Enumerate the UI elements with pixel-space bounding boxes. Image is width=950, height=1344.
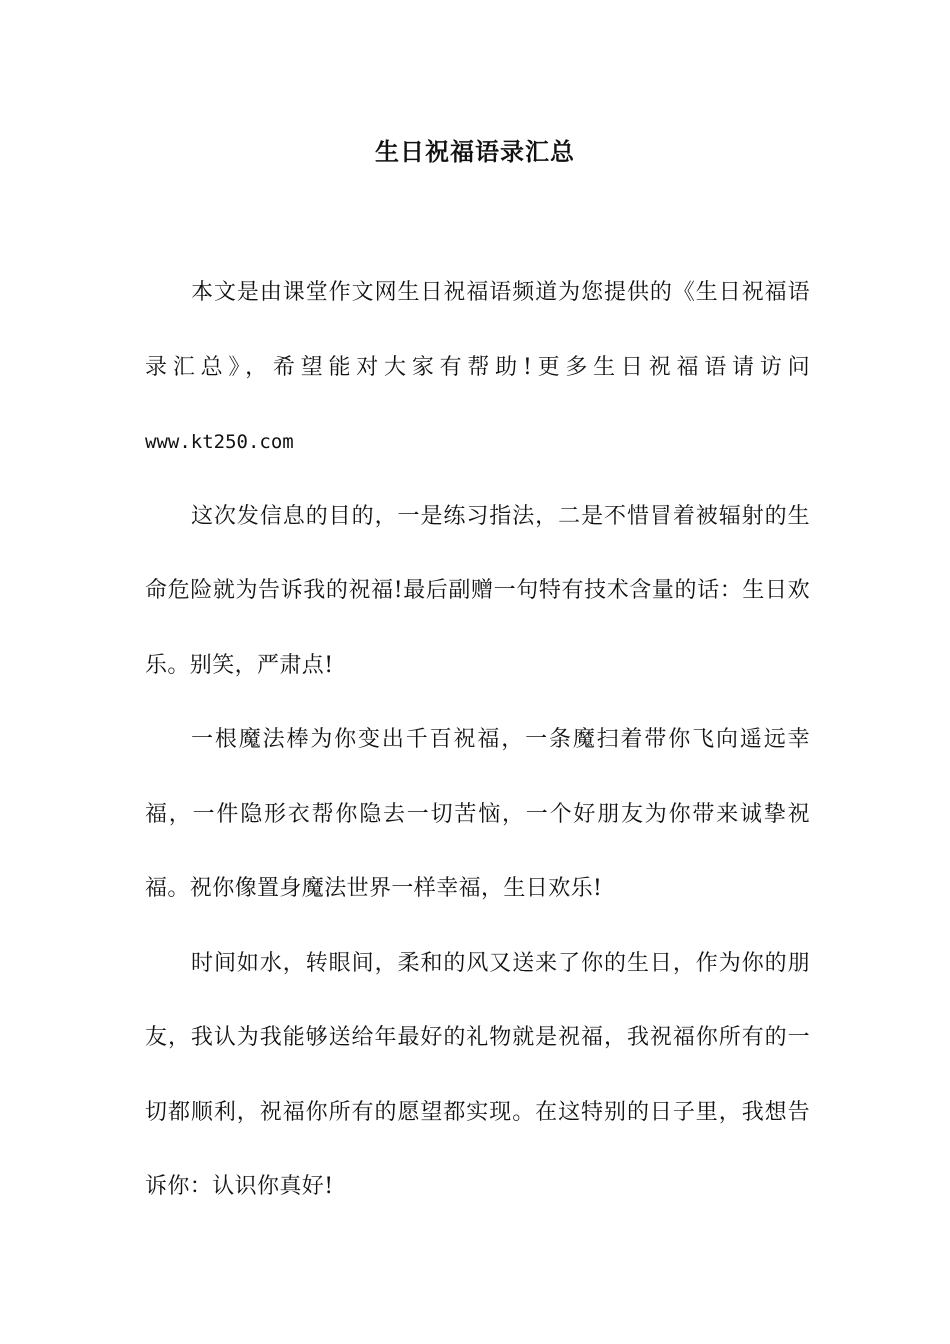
paragraph-3: 时间如水，转眼间，柔和的风又送来了你的生日，作为你的朋友，我认为我能够送给年最好的礼物就是祝福，我祝福你所有的一切都顺利，祝福你所有的愿望都实现。在这特别的日子里，我想告诉你：认识你真好! bbox=[145, 950, 810, 1199]
document-body bbox=[145, 256, 810, 1225]
site-url-link[interactable]: www.kt250.com bbox=[145, 431, 294, 453]
intro-text: 本文是由课堂作文网生日祝福语频道为您提供的《生日祝福语录汇总》，希望能对大家有帮助!更多生日祝福语请访问 bbox=[145, 280, 810, 380]
paragraph-1: 这次发信息的目的，一是练习指法，二是不惜冒着被辐射的生命危险就为告诉我的祝福!最后副赠一句特有技术含量的话：生日欢乐。别笑，严肃点! bbox=[145, 503, 810, 678]
paragraph-2: 一根魔法棒为你变出千百祝福，一条魔扫着带你飞向遥远幸福，一件隐形衣帮你隐去一切苦恼，一个好朋友为你带来诚挚祝福。祝你像置身魔法世界一样幸福，生日欢乐! bbox=[145, 727, 810, 901]
intro-paragraph bbox=[145, 256, 810, 480]
document-title: 生日祝福语录汇总 bbox=[375, 137, 575, 166]
